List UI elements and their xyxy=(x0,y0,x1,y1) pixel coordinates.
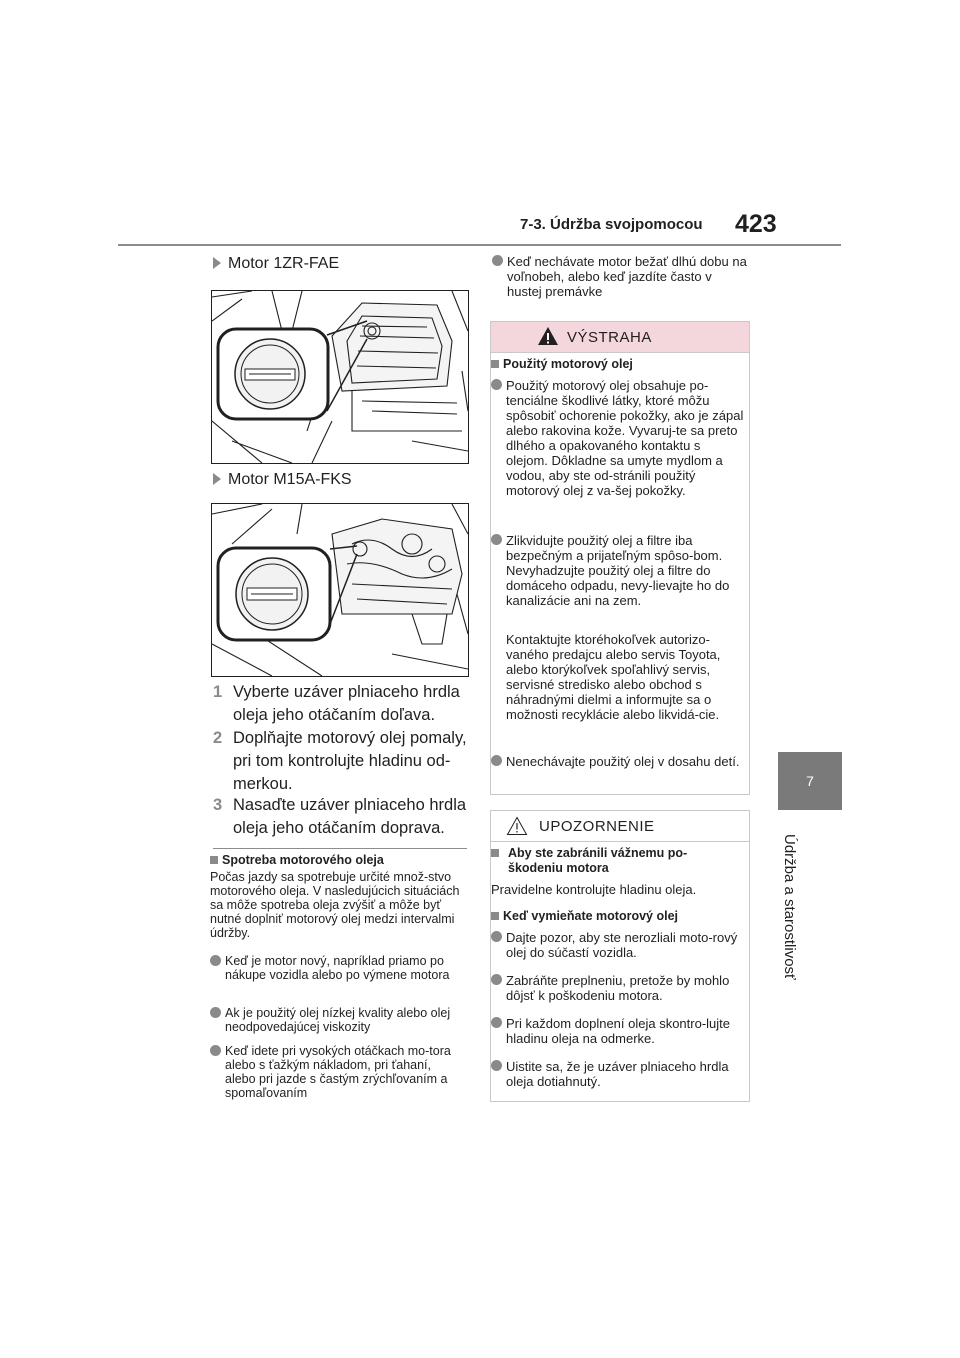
engine-1zr-drawing xyxy=(212,291,468,463)
list-item xyxy=(491,973,747,1005)
step-3 xyxy=(213,794,483,842)
engine-label-2-text: Motor M15A-FKS xyxy=(228,471,352,488)
step-number: 1 xyxy=(213,683,223,701)
bullet-icon xyxy=(491,1060,502,1071)
header-divider xyxy=(118,244,841,246)
bullet-icon xyxy=(491,534,502,545)
warning-contact-text: Kontaktujte ktoréhokoľvek autorizo-vaného predajcu alebo servis Toyota, alebo ktorýkoľvek spoľahlivý servis, servisné stredisko alebo obchod s náhradnými dielmi a informujte sa o možnosti recyklácie alebo likvidá-cie. xyxy=(506,632,721,722)
list-item xyxy=(491,1016,747,1048)
list-item-text: Použitý motorový olej obsahuje po-tenciálne škodlivé látky, ktoré môžu spôsobiť ochorenie pokožky, ako je zápal alebo rakovina kože. Vyvaruj-te sa preto dlhého a opakovaného kontaktu s olejom. Dôkladne sa umyte mydlom a vodou, aby ste od-stránili použitý motorový olej z va-šej pokožky. xyxy=(506,378,744,498)
bullet-icon xyxy=(492,255,503,266)
bullet-icon xyxy=(491,1017,502,1028)
list-item xyxy=(491,930,747,962)
list-item xyxy=(491,378,747,523)
list-item xyxy=(210,954,466,998)
list-item-text: Keď nechávate motor bežať dlhú dobu na voľnobeh, alebo keď jazdíte často v hustej premávke xyxy=(507,254,747,299)
list-item-text: Ak je použitý olej nízkej kvality alebo olej neodpovedajúcej viskozity xyxy=(225,1006,451,1034)
engine-label-1 xyxy=(213,255,339,273)
chapter-label xyxy=(771,834,821,1014)
square-bullet-icon xyxy=(491,360,499,368)
warning-triangle-icon xyxy=(537,326,559,346)
bullet-icon xyxy=(491,755,502,766)
list-item xyxy=(210,1006,466,1036)
step-number: 2 xyxy=(213,729,223,747)
step-text: Vyberte uzáver plniaceho hrdla oleja jeho otáčaním doľava. xyxy=(233,683,460,724)
list-item-text: Pri každom doplnení oleja skontro-lujte hladinu oleja na odmerke. xyxy=(506,1016,731,1046)
bullet-icon xyxy=(491,974,502,985)
step-number: 3 xyxy=(213,796,223,814)
consumption-heading xyxy=(210,853,384,867)
bullet-icon xyxy=(210,1007,221,1018)
engine-label-1-text: Motor 1ZR-FAE xyxy=(228,255,340,272)
list-item xyxy=(210,1044,466,1102)
step-1 xyxy=(213,681,483,729)
list-item-text: Dajte pozor, aby ste nerozliali moto-rový olej do súčastí vozidla. xyxy=(506,930,738,960)
step-text: Nasaďte uzáver plniaceho hrdla oleja jeho otáčaním doprava. xyxy=(233,796,467,837)
notice-box xyxy=(490,810,750,1102)
list-item-text: Zlikvidujte použitý olej a filtre iba bezpečným a prijateľným spôso-bom. Nevyhadzujte použitý olej a filtre do domáceho odpadu, nevy-lievajte ho do kanalizácie ani na zem. xyxy=(506,533,730,608)
engine-m15a-drawing xyxy=(212,504,468,676)
warning-heading xyxy=(491,357,633,371)
section-title: 7-3. Údržba svojpomocou xyxy=(520,216,703,233)
bullet-icon xyxy=(210,1045,221,1056)
notice-title: UPOZORNENIE xyxy=(539,818,655,835)
step-text: Doplňajte motorový olej pomaly, pri tom kontrolujte hladinu od-merkou. xyxy=(233,729,467,793)
step-2 xyxy=(213,727,483,797)
chapter-tab: 7 xyxy=(778,752,842,810)
notice-text: Pravidelne kontrolujte hladinu oleja. xyxy=(491,882,697,897)
triangle-icon xyxy=(213,473,221,485)
engine-label-2 xyxy=(213,471,352,489)
list-item xyxy=(491,533,747,609)
list-item-text: Nenechávajte použitý olej v dosahu detí. xyxy=(506,754,740,769)
notice-heading-2 xyxy=(491,909,678,923)
bullet-icon xyxy=(491,379,502,390)
warning-header xyxy=(491,322,749,353)
square-bullet-icon xyxy=(491,912,499,920)
list-item xyxy=(491,754,747,786)
bullet-icon xyxy=(491,931,502,942)
bullet-icon xyxy=(210,955,221,966)
warning-heading-text: Použitý motorový olej xyxy=(503,357,633,371)
list-item-text: Keď je motor nový, napríklad priamo po nákupe vozidla alebo po výmene motora xyxy=(225,954,450,982)
list-item xyxy=(491,1059,747,1091)
list-item-text: Uistite sa, že je uzáver plniaceho hrdla oleja dotiahnutý. xyxy=(506,1059,729,1089)
list-item xyxy=(492,254,748,302)
consumption-text: Počas jazdy sa spotrebuje určité množ-stvo motorového oleja. V nasledujúcich situáciách sa môže spotreba oleja zvýšiť a môže byť nutné doplniť motorový olej medzi intervalmi údržby. xyxy=(210,870,460,940)
chapter-label-text: Údržba a starostlivosť xyxy=(781,834,798,980)
section-divider xyxy=(213,848,467,849)
list-item-text: Zabráňte preplneniu, pretože by mohlo dôjsť k poškodeniu motora. xyxy=(506,973,730,1003)
square-bullet-icon xyxy=(210,856,218,864)
caution-triangle-icon xyxy=(506,816,528,836)
notice-header xyxy=(491,811,749,842)
engine-illustration-m15a xyxy=(211,503,469,677)
triangle-icon xyxy=(213,257,221,269)
square-bullet-icon xyxy=(491,849,499,857)
notice-heading-1-text: Aby ste zabránili vážnemu po-škodeniu motora xyxy=(508,846,688,875)
notice-heading-2-text: Keď vymieňate motorový olej xyxy=(503,909,679,923)
page-number: 423 xyxy=(735,210,777,238)
warning-title: VÝSTRAHA xyxy=(567,329,652,346)
engine-illustration-1zr xyxy=(211,290,469,464)
consumption-heading-text: Spotreba motorového oleja xyxy=(222,853,384,867)
list-item-text: Keď idete pri vysokých otáčkach mo-tora alebo s ťažkým nákladom, pri ťahaní, alebo pri jazde s častým zrýchľovaním a spomaľovaním xyxy=(225,1044,451,1100)
warning-box xyxy=(490,321,750,795)
